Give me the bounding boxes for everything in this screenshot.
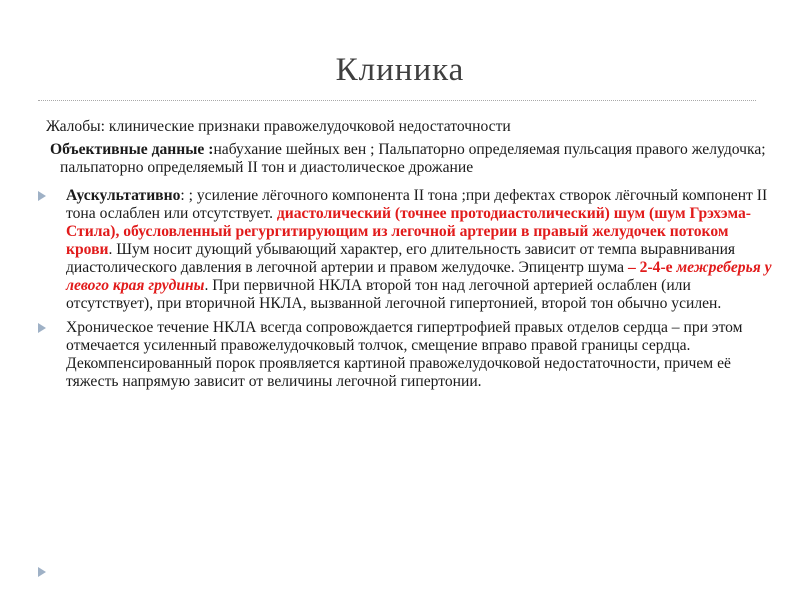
murmur-location: – 2-4-е — [627, 259, 673, 276]
bullet-arrow-icon — [38, 323, 46, 333]
objective-paragraph — [36, 141, 776, 177]
empty-bullet-arrow-icon — [38, 567, 46, 577]
slide-content — [36, 118, 776, 397]
objective-label: Объективные данные : — [50, 141, 214, 158]
auscultation-text-2: . Шум носит дующий убывающий характер, его длительность зависит от темпа выравнивания диастолического давления в легочной артерии и правом желудочке. Эпицентр шума — [66, 241, 736, 276]
bullet-arrow-icon — [38, 191, 46, 201]
slide-title: Клиника — [335, 52, 465, 88]
murmur-intercostal: межреберья у левого края грудины — [66, 259, 772, 294]
murmur-description: диастолический (точнее протодиастолический) шум (шум Грэхэма-Стила), обусловленный регургитирующим из легочной артерии в правый желудочек потоком крови — [66, 205, 751, 258]
auscultation-text-3: . При первичной НКЛА второй тон над легочной артерией ослаблен (или отсутствует), при вторичной НКЛА, вызванной легочной гипертонией, второй тон обычно усилен. — [66, 277, 722, 312]
chronic-text: Хроническое течение НКЛА всегда сопровождается гипертрофией правых отделов сердца – при этом отмечается усиленный правожелудочковый толчок, смещение вправо правой границы сердца. Декомпенсированный порок проявляется картиной правожелудочковой недостаточности, причем её тяжесть напрямую зависит от величины легочной гипертонии. — [66, 319, 743, 390]
auscultation-bullet — [36, 187, 776, 313]
complaints-line: Жалобы: клинические признаки правожелудочковой недостаточности — [46, 118, 511, 135]
chronic-bullet — [36, 319, 776, 391]
auscultation-label: Аускультативно — [66, 187, 181, 204]
auscultation-text-1: : ; усиление лёгочного компонента II тона ;при дефектах створок лёгочный компонент II тона ослаблен или отсутствует. — [66, 187, 768, 222]
title-divider — [38, 100, 756, 101]
objective-text: набухание шейных вен ; Пальпаторно определяемая пульсация правого желудочка; пальпаторно определяемый II тон и диастолическое дрожание — [60, 141, 766, 176]
